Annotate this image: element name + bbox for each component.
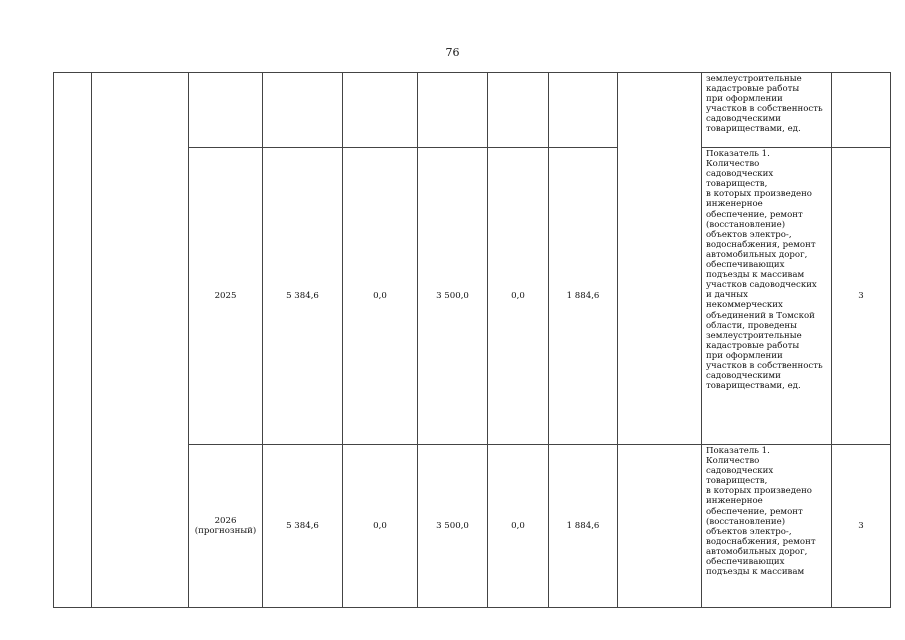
table-row: [54, 73, 891, 148]
local-cell: [488, 73, 549, 148]
indicator-line: и дачных: [706, 290, 748, 301]
indicator-line: участков садоводческих: [706, 280, 817, 291]
year-cell: [189, 445, 263, 608]
federal-cell: [343, 73, 418, 148]
indicator-line: Показатель 1.: [706, 149, 770, 159]
indicator-line: садоводческих: [706, 169, 774, 180]
regional-cell: 3 500,0: [418, 445, 488, 608]
year-label: 2026: [214, 515, 237, 526]
indicator-line: участков в собственность: [706, 360, 823, 371]
indicator-value-cell: 3: [832, 445, 891, 608]
indicator-line: товариществ,: [706, 179, 768, 190]
number-cell: [54, 73, 92, 608]
indicator-value-cell: [832, 73, 891, 148]
indicator-line: обеспечение, ремонт: [706, 209, 803, 220]
federal-cell: 0,0: [343, 148, 418, 445]
indicator-line: обеспечение, ремонт: [706, 506, 803, 517]
indicator-line: Количество: [706, 159, 760, 170]
indicator-line: водоснабжения, ремонт: [706, 239, 816, 250]
indicator-line: водоснабжения, ремонт: [706, 536, 816, 547]
indicator-line: садоводческими: [706, 371, 781, 382]
total-cell: 5 384,6: [263, 445, 343, 608]
extra-cell: 1 884,6: [549, 445, 618, 608]
indicator-line: объектов электро-,: [706, 526, 792, 537]
indicator-line: (восстановление): [706, 516, 786, 527]
indicator-line: участков в собственность: [706, 104, 823, 115]
indicator-cell: [702, 445, 832, 608]
page-number: 76: [445, 46, 460, 59]
indicator-line: Количество: [706, 456, 760, 467]
indicator-line: в которых произведено: [706, 189, 812, 200]
indicator-line: (восстановление): [706, 219, 786, 230]
regional-cell: [418, 73, 488, 148]
indicator-line: землеустроительные: [706, 74, 802, 84]
executor-cell: [618, 445, 702, 608]
indicator-line: подъезды к массивам: [706, 567, 805, 578]
indicator-line: объединений в Томской: [706, 310, 815, 321]
indicator-line: подъезды к массивам: [706, 270, 805, 281]
indicator-line: товариществами, ед.: [706, 124, 801, 135]
year-note: (прогнозный): [194, 526, 257, 536]
indicator-line: объектов электро-,: [706, 229, 792, 240]
indicator-line: автомобильных дорог,: [706, 249, 808, 260]
year-cell: [189, 73, 263, 148]
regional-cell: 3 500,0: [418, 148, 488, 445]
indicator-line: кадастровые работы: [706, 84, 800, 95]
total-cell: [263, 73, 343, 148]
federal-cell: 0,0: [343, 445, 418, 608]
program-table: [53, 72, 891, 608]
indicator-line: при оформлении: [706, 94, 783, 105]
indicator-line: некоммерческих: [706, 300, 783, 311]
indicator-line: обеспечивающих: [706, 557, 785, 568]
local-cell: 0,0: [488, 445, 549, 608]
indicator-line: в которых произведено: [706, 486, 812, 497]
activity-cell: [92, 73, 189, 608]
indicator-line: инженерное: [706, 199, 763, 210]
extra-cell: [549, 73, 618, 148]
indicator-line: землеустроительные: [706, 330, 802, 341]
indicator-value-cell: 3: [832, 148, 891, 445]
indicator-line: при оформлении: [706, 350, 783, 361]
indicator-line: Показатель 1.: [706, 446, 770, 456]
extra-cell: 1 884,6: [549, 148, 618, 445]
local-cell: 0,0: [488, 148, 549, 445]
year-cell: 2025: [189, 148, 263, 445]
indicator-cell: [702, 148, 832, 445]
indicator-line: автомобильных дорог,: [706, 546, 808, 557]
executor-cell: [618, 73, 702, 445]
indicator-line: области, проведены: [706, 320, 797, 331]
indicator-line: товариществ,: [706, 476, 768, 487]
indicator-line: инженерное: [706, 496, 763, 507]
indicator-line: товариществами, ед.: [706, 381, 801, 392]
indicator-line: садоводческими: [706, 114, 781, 125]
indicator-cell: [702, 73, 832, 148]
indicator-line: кадастровые работы: [706, 340, 800, 351]
indicator-line: садоводческих: [706, 466, 774, 477]
indicator-line: обеспечивающих: [706, 260, 785, 271]
total-cell: 5 384,6: [263, 148, 343, 445]
